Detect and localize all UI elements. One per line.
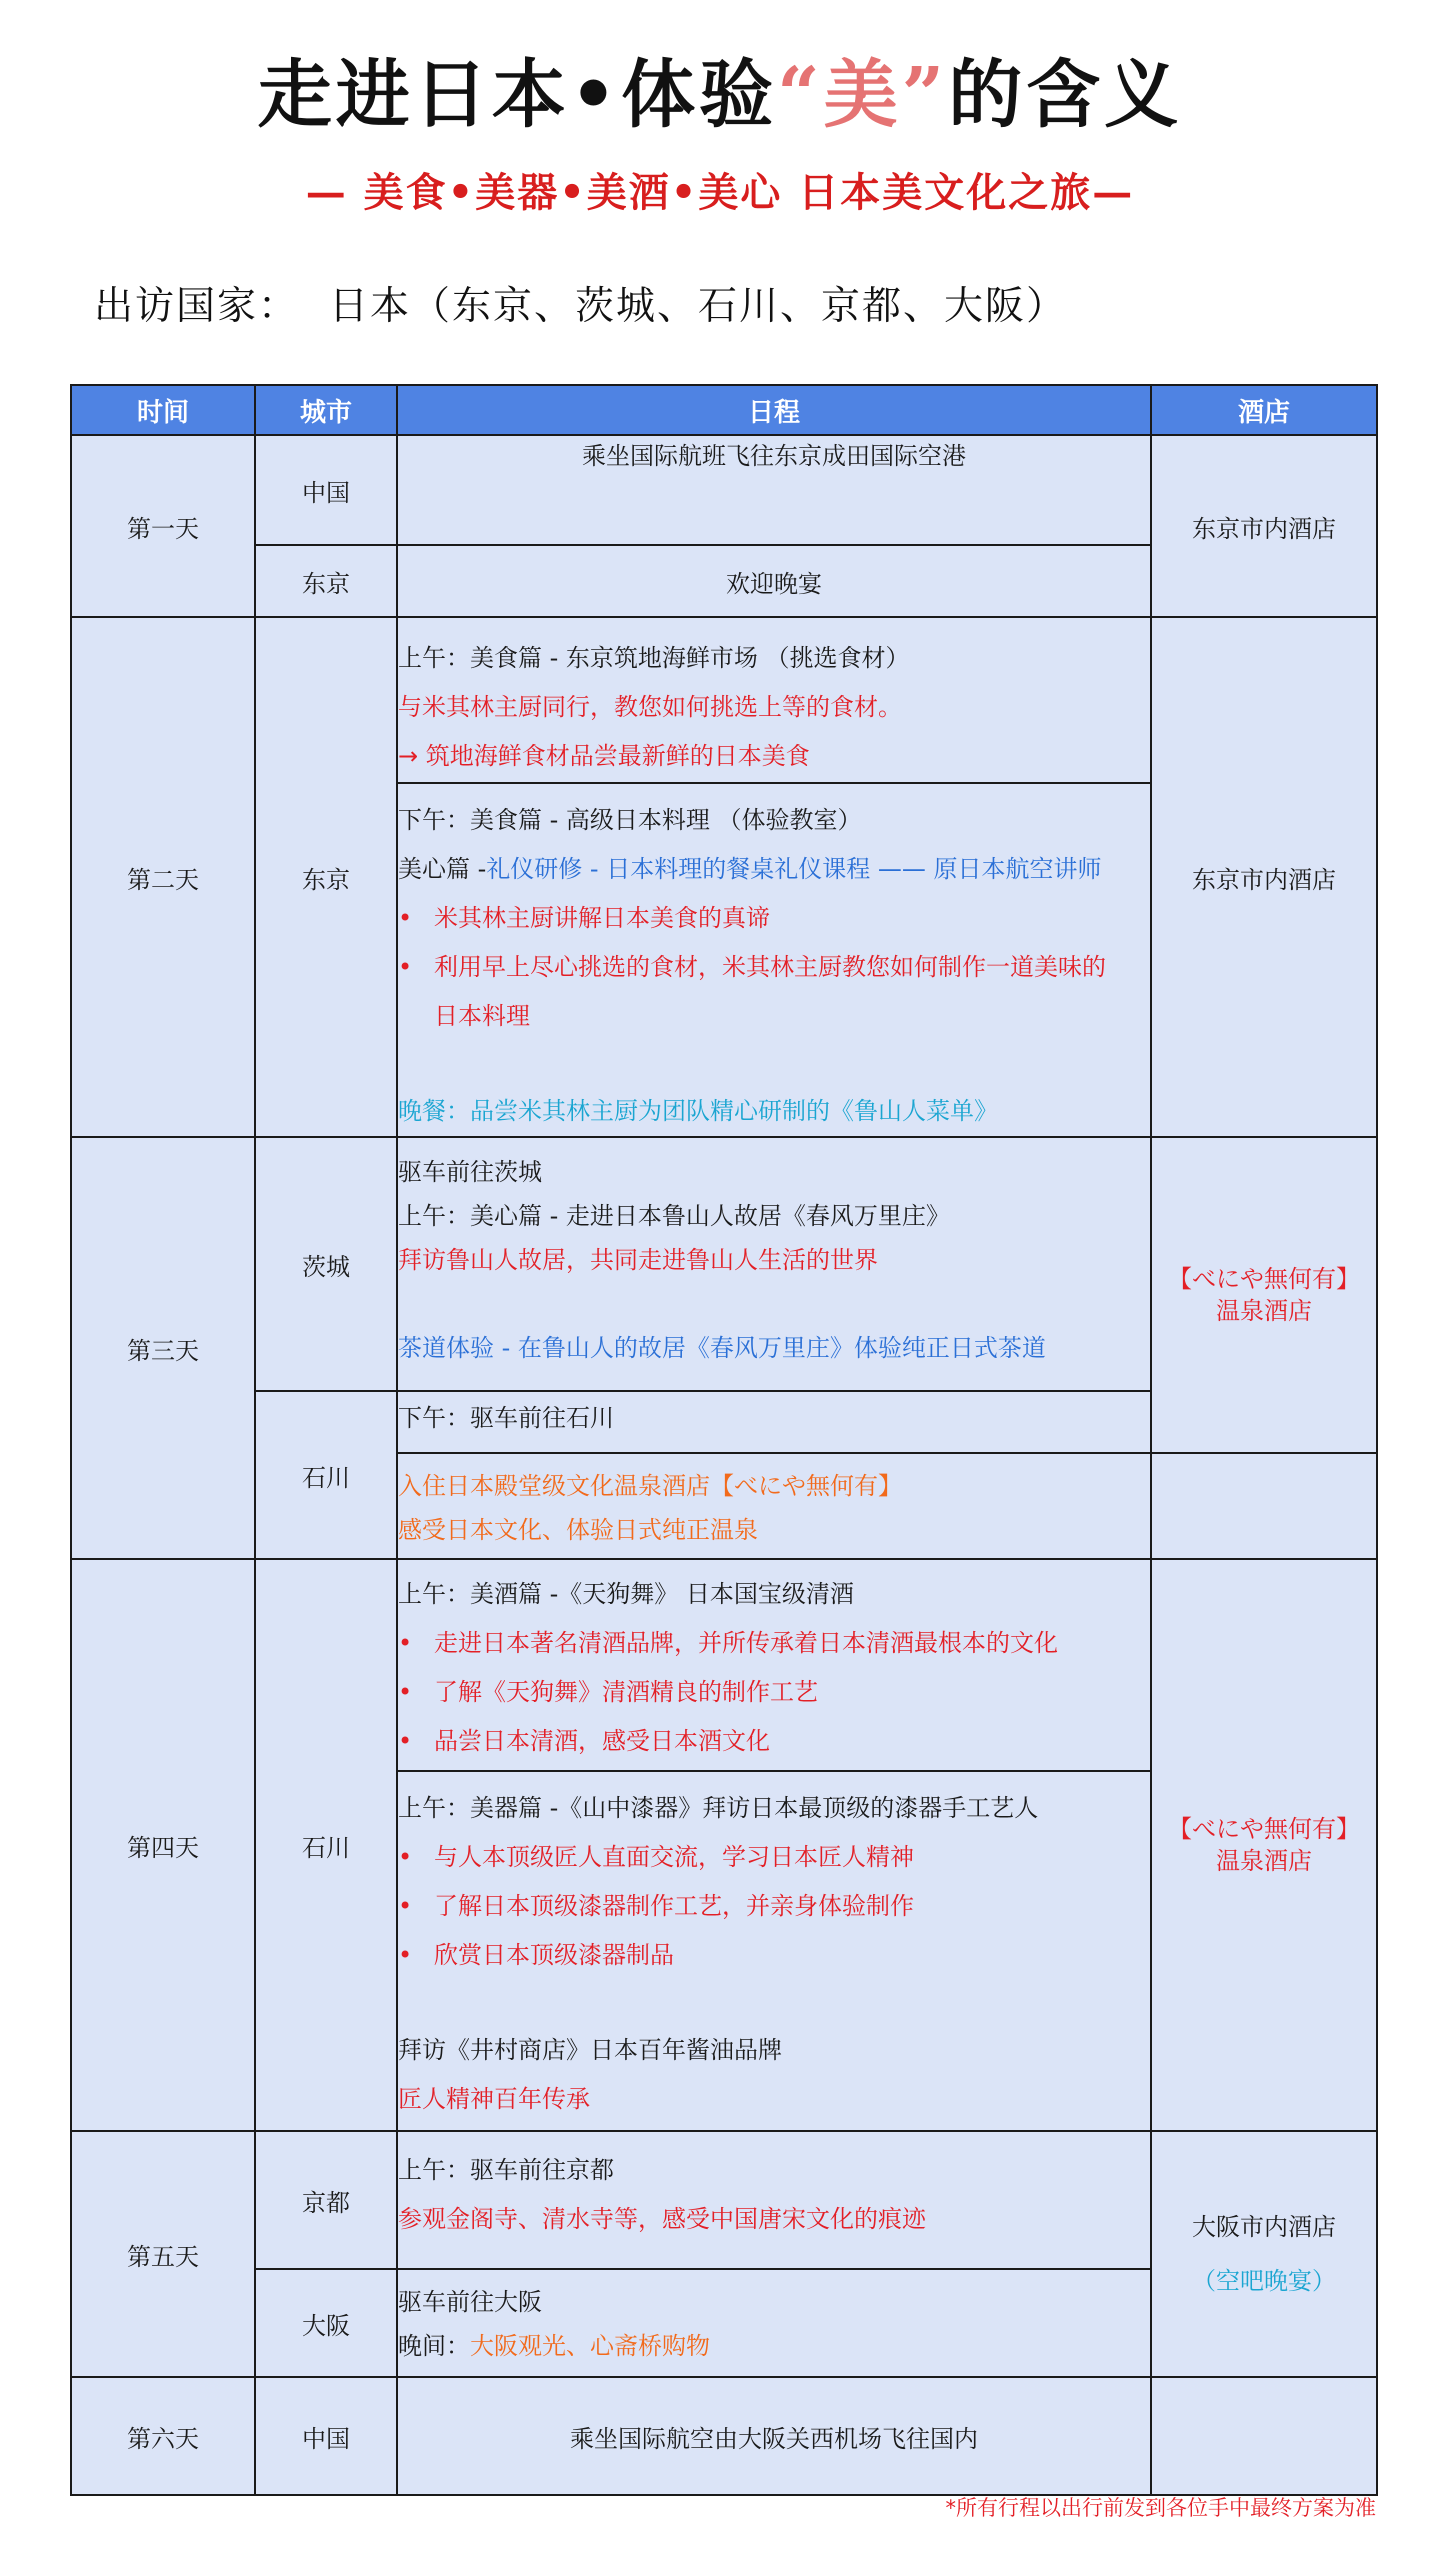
hotel-cell bbox=[1151, 1137, 1377, 1453]
bullet-item bbox=[398, 1619, 1150, 1668]
hotel-name: 【べにや無何有】 bbox=[1168, 1815, 1360, 1843]
city-cell: 大阪 bbox=[255, 2269, 397, 2377]
hotel-cell bbox=[1151, 2131, 1377, 2377]
itinerary-table bbox=[70, 384, 1378, 2496]
title-accent: “美” bbox=[777, 52, 949, 138]
table-row bbox=[71, 1137, 1377, 1391]
day-label: 第四天 bbox=[71, 1559, 255, 2131]
hotel-cell bbox=[1151, 1559, 1377, 2131]
header-schedule: 日程 bbox=[397, 385, 1151, 435]
header-city: 城市 bbox=[255, 385, 397, 435]
hotel-cell-empty bbox=[1151, 2377, 1377, 2495]
hotel-name: 【べにや無何有】 bbox=[1168, 1265, 1360, 1293]
hotel-cell-empty bbox=[1151, 1453, 1377, 1559]
schedule-prefix: 晚间： bbox=[398, 2332, 470, 2360]
city-cell: 京都 bbox=[255, 2131, 397, 2269]
schedule-cell bbox=[397, 2131, 1151, 2269]
city-cell: 石川 bbox=[255, 1559, 397, 2131]
schedule-line: 上午：美器篇 -《山中漆器》拜访日本最顶级的漆器手工艺人 bbox=[398, 1794, 1039, 1822]
spacer bbox=[398, 1041, 1150, 1087]
hotel-type: 温泉酒店 bbox=[1216, 1297, 1312, 1325]
city-cell: 茨城 bbox=[255, 1137, 397, 1391]
schedule-cell bbox=[397, 2269, 1151, 2377]
table-header-row bbox=[71, 385, 1377, 435]
day-label: 第二天 bbox=[71, 617, 255, 1137]
schedule-line: 与米其林主厨同行，教您如何挑选上等的食材。 bbox=[398, 693, 902, 721]
schedule-cell bbox=[397, 1137, 1151, 1391]
schedule-line: 参观金阁寺、清水寺等，感受中国唐宋文化的痕迹 bbox=[398, 2205, 926, 2233]
schedule-line: 上午：美酒篇 -《天狗舞》 日本国宝级清酒 bbox=[398, 1580, 854, 1608]
subtitle: — 美食•美器•美酒•美心 日本美文化之旅— bbox=[305, 169, 1135, 216]
footnote: *所有行程以出行前发到各位手中最终方案为准 bbox=[945, 2496, 1376, 2520]
day-label: 第三天 bbox=[71, 1137, 255, 1559]
evening-activity: 大阪观光、心斋桥购物 bbox=[470, 2332, 710, 2360]
bullet-icon: • bbox=[398, 1629, 413, 1657]
schedule-line: 拜访鲁山人故居，共同走进鲁山人生活的世界 bbox=[398, 1246, 878, 1274]
city-cell: 中国 bbox=[255, 435, 397, 545]
schedule-line bbox=[398, 845, 1150, 894]
bullet-text: 与人本顶级匠人直面交流，学习日本匠人精神 bbox=[434, 1843, 914, 1871]
schedule-text: 乘坐国际航班飞往东京成田国际空港 bbox=[582, 442, 966, 470]
bullet-text: 米其林主厨讲解日本美食的真谛 bbox=[434, 904, 770, 932]
schedule-line bbox=[398, 2324, 1150, 2368]
schedule-line: 上午：美食篇 - 东京筑地海鲜市场 （挑选食材） bbox=[398, 644, 910, 672]
bullet-icon: • bbox=[398, 1941, 413, 1969]
header-time: 时间 bbox=[71, 385, 255, 435]
hotel-cell: 东京市内酒店 bbox=[1151, 435, 1377, 617]
bullet-item bbox=[398, 1717, 1150, 1766]
schedule-cell bbox=[397, 783, 1151, 1137]
schedule-cell bbox=[397, 1559, 1151, 1771]
bullet-text: 了解日本顶级漆器制作工艺，并亲身体验制作 bbox=[434, 1892, 914, 1920]
schedule-cell bbox=[397, 1453, 1151, 1559]
dinner-line: 晚餐：品尝米其林主厨为团队精心研制的《鲁山人菜单》 bbox=[398, 1097, 998, 1125]
bullet-icon: • bbox=[398, 953, 413, 981]
schedule-line: 匠人精神百年传承 bbox=[398, 2085, 590, 2113]
schedule-line: 驱车前往茨城 bbox=[398, 1158, 542, 1186]
table-row bbox=[71, 617, 1377, 783]
schedule-line: 下午：美食篇 - 高级日本料理 （体验教室） bbox=[398, 806, 862, 834]
schedule-cell bbox=[397, 617, 1151, 783]
bullet-item bbox=[398, 943, 1150, 992]
bullet-text: 欣赏日本顶级漆器制品 bbox=[434, 1941, 674, 1969]
day-label: 第五天 bbox=[71, 2131, 255, 2377]
bullet-text: 了解《天狗舞》清酒精良的制作工艺 bbox=[434, 1678, 818, 1706]
bullet-icon: • bbox=[398, 1892, 413, 1920]
schedule-line: 上午：驱车前往京都 bbox=[398, 2156, 614, 2184]
spacer bbox=[398, 1980, 1150, 2026]
schedule-line: 下午：驱车前往石川 bbox=[398, 1404, 614, 1432]
destination-value: 日本（东京、茨城、石川、京都、大阪） bbox=[329, 284, 1068, 329]
city-cell: 东京 bbox=[255, 545, 397, 617]
hotel-type: 温泉酒店 bbox=[1216, 1847, 1312, 1875]
hotel-name: 大阪市内酒店 bbox=[1192, 2213, 1336, 2241]
city-cell: 石川 bbox=[255, 1391, 397, 1559]
hotel-note: （空吧晚宴） bbox=[1192, 2267, 1336, 2295]
table-row bbox=[71, 2131, 1377, 2269]
schedule-cell bbox=[397, 1771, 1151, 2131]
spacer bbox=[398, 1282, 1150, 1326]
bullet-text: 品尝日本清酒，感受日本酒文化 bbox=[434, 1727, 770, 1755]
title-prefix: 走进日本•体验 bbox=[257, 52, 778, 138]
page-title bbox=[0, 40, 1440, 150]
schedule-line: 驱车前往大阪 bbox=[398, 2288, 542, 2316]
bullet-icon: • bbox=[398, 1678, 413, 1706]
bullet-item bbox=[398, 1668, 1150, 1717]
bullet-icon: • bbox=[398, 1843, 413, 1871]
etiquette-course: 礼仪研修 - 日本料理的餐桌礼仪课程 —— 原日本航空讲师 bbox=[486, 855, 1102, 883]
bullet-text: 走进日本著名清酒品牌，并所传承着日本清酒最根本的文化 bbox=[434, 1629, 1058, 1657]
schedule-line: 入住日本殿堂级文化温泉酒店【べにや無何有】 bbox=[398, 1472, 902, 1500]
schedule-line: 上午：美心篇 - 走进日本鲁山人故居《春风万里庄》 bbox=[398, 1202, 950, 1230]
hotel-cell: 东京市内酒店 bbox=[1151, 617, 1377, 1137]
bullet-continuation: 日本料理 bbox=[434, 1002, 530, 1030]
schedule-line: → 筑地海鲜食材品尝最新鲜的日本美食 bbox=[398, 742, 810, 770]
bullet-item bbox=[398, 1833, 1150, 1882]
city-cell: 中国 bbox=[255, 2377, 397, 2495]
city-cell: 东京 bbox=[255, 617, 397, 1137]
bullet-item bbox=[398, 894, 1150, 943]
bullet-item bbox=[398, 1882, 1150, 1931]
schedule-line: 感受日本文化、体验日式纯正温泉 bbox=[398, 1516, 758, 1544]
bullet-text: 利用早上尽心挑选的食材，米其林主厨教您如何制作一道美味的 bbox=[434, 953, 1106, 981]
day-label: 第六天 bbox=[71, 2377, 255, 2495]
bullet-item bbox=[398, 1931, 1150, 1980]
title-suffix: 的含义 bbox=[948, 52, 1183, 138]
day-label: 第一天 bbox=[71, 435, 255, 617]
schedule-cell: 欢迎晚宴 bbox=[397, 545, 1151, 617]
header-hotel: 酒店 bbox=[1151, 385, 1377, 435]
schedule-prefix: 美心篇 - bbox=[398, 855, 487, 883]
destination-line bbox=[94, 272, 1097, 342]
schedule-cell: 乘坐国际航空由大阪关西机场飞往国内 bbox=[397, 2377, 1151, 2495]
schedule-line: 茶道体验 - 在鲁山人的故居《春风万里庄》体验纯正日式茶道 bbox=[398, 1334, 1046, 1362]
destination-label: 出访国家： bbox=[94, 284, 300, 329]
table-row bbox=[71, 1559, 1377, 1771]
schedule-cell bbox=[397, 435, 1151, 545]
table-row bbox=[71, 435, 1377, 545]
schedule-cell bbox=[397, 1391, 1151, 1453]
bullet-icon: • bbox=[398, 1727, 413, 1755]
schedule-line: 拜访《井村商店》日本百年酱油品牌 bbox=[398, 2036, 782, 2064]
bullet-icon: • bbox=[398, 904, 413, 932]
table-row bbox=[71, 2377, 1377, 2495]
